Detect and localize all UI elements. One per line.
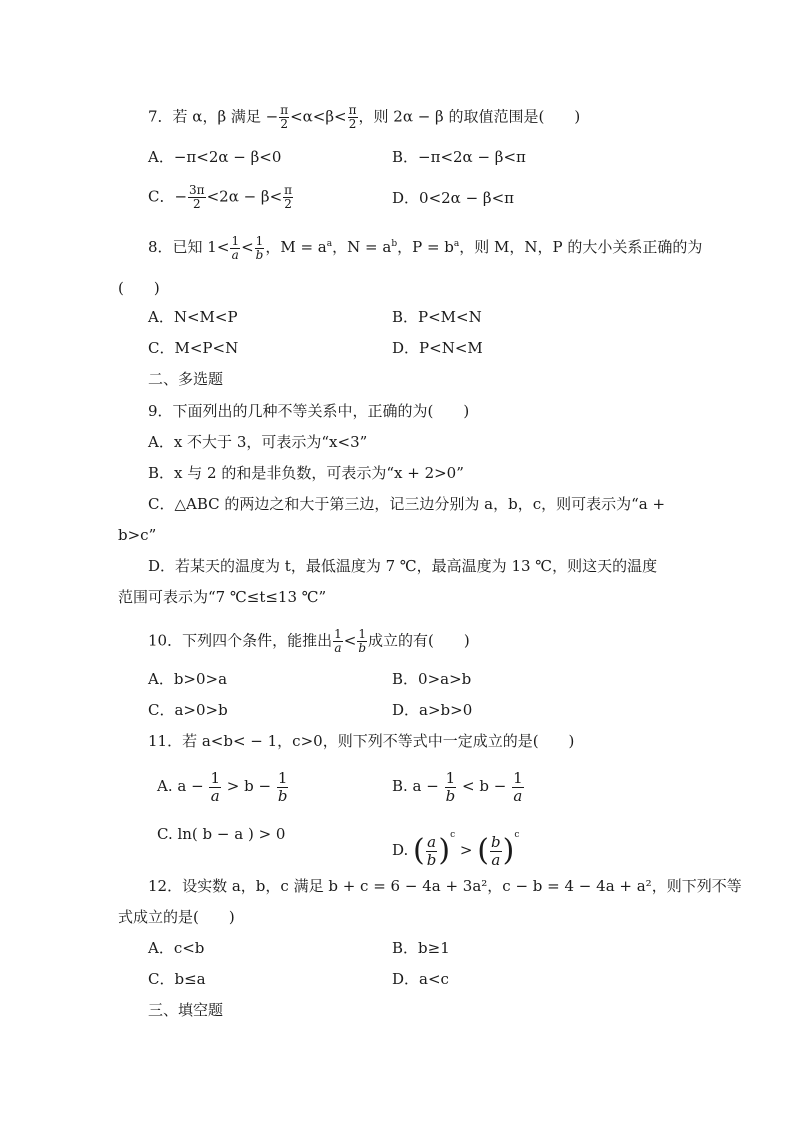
q7-option-d: D．0<2α − β<π bbox=[392, 189, 515, 207]
frac-num: 1 bbox=[210, 768, 220, 787]
frac-num: 3π bbox=[189, 183, 205, 197]
option-text: > b − bbox=[226, 777, 272, 795]
q8-frac-2 bbox=[255, 235, 265, 262]
q9-option-d-line1: D．若某天的温度为 t，最低温度为 7 ℃，最高温度为 13 ℃，则这天的温度 bbox=[148, 557, 658, 575]
frac-num: 1 bbox=[277, 768, 288, 787]
q8-option-b: B．P<M<N bbox=[392, 308, 482, 326]
frac-num: 1 bbox=[334, 627, 342, 641]
q12-option-a: A．c<b bbox=[148, 939, 205, 957]
q11-b-frac-2 bbox=[512, 770, 524, 805]
q10-stem-text: 成立的有( ) bbox=[368, 631, 470, 650]
q8-stem-text: ，则 M，N，P 的大小关系正确的为 bbox=[459, 238, 703, 256]
section-heading-fill-in: 三、填空题 bbox=[148, 1001, 224, 1019]
right-paren: ) bbox=[438, 833, 451, 868]
q8-stem-text: ，M = a bbox=[265, 238, 327, 256]
q7-option-a: A．−π<2α − β<0 bbox=[148, 148, 282, 166]
q8-option-c: C．M<P<N bbox=[148, 339, 239, 357]
option-text: < b − bbox=[462, 777, 507, 795]
q12-option-c: C．b≤a bbox=[148, 970, 206, 988]
frac-den: a bbox=[210, 786, 220, 805]
superscript: b bbox=[391, 239, 398, 249]
superscript: a bbox=[326, 239, 333, 249]
superscript: a bbox=[453, 239, 460, 249]
q12-option-d: D．a<c bbox=[392, 970, 449, 988]
q7-c-frac-2 bbox=[283, 184, 293, 211]
frac-den: b bbox=[426, 850, 437, 869]
frac-den: b bbox=[445, 786, 456, 805]
q10-stem bbox=[148, 628, 470, 655]
frac-num: 1 bbox=[255, 233, 264, 248]
q11-option-a bbox=[157, 766, 289, 806]
q10-stem-text: < bbox=[343, 631, 357, 650]
q10-option-a: A．b>0>a bbox=[148, 670, 228, 688]
option-text: A. a − bbox=[157, 777, 204, 795]
q11-b-frac-1 bbox=[445, 770, 457, 805]
q11-stem: 11．若 a<b< − 1，c>0，则下列不等式中一定成立的是( ) bbox=[148, 732, 575, 750]
frac-den: b bbox=[255, 247, 264, 262]
q7-option-b: B．−π<2α − β<π bbox=[392, 148, 526, 166]
q10-option-b: B．0>a>b bbox=[392, 670, 472, 688]
q8-stem-text: ，N = a bbox=[332, 238, 392, 256]
option-text: C．− bbox=[148, 187, 188, 206]
q8-stem-text: < bbox=[241, 238, 254, 256]
q8-stem-text: 8．已知 1< bbox=[148, 238, 230, 256]
q9-option-b: B．x 与 2 的和是非负数，可表示为“x + 2>0” bbox=[148, 464, 464, 482]
q7-option-c bbox=[148, 184, 294, 211]
q7-frac-2 bbox=[348, 104, 358, 131]
q8-option-a: A．N<M<P bbox=[148, 308, 238, 326]
superscript: c bbox=[514, 830, 520, 840]
frac-num: π bbox=[284, 183, 293, 197]
q10-option-c: C．a>0>b bbox=[148, 701, 228, 719]
q9-option-c-line2: b>c” bbox=[118, 526, 157, 544]
q10-frac-1 bbox=[333, 628, 343, 655]
left-paren: ( bbox=[477, 833, 489, 868]
q11-a-frac-2 bbox=[277, 770, 289, 805]
q8-frac-1 bbox=[230, 235, 240, 262]
frac-num: 1 bbox=[445, 768, 456, 787]
right-paren: ) bbox=[502, 833, 515, 868]
q12-option-b: B．b≥1 bbox=[392, 939, 450, 957]
frac-den: 2 bbox=[284, 197, 292, 211]
frac-num: 1 bbox=[513, 768, 523, 787]
frac-den: a bbox=[334, 641, 342, 655]
q8-stem-text: ，P = b bbox=[397, 238, 454, 256]
q11-option-c: C. ln( b − a ) > 0 bbox=[157, 825, 286, 843]
q10-frac-2 bbox=[357, 628, 367, 655]
q11-a-frac-1 bbox=[209, 770, 221, 805]
section-heading-multiple-choice: 二、多选题 bbox=[148, 370, 224, 388]
q8-option-d: D．P<N<M bbox=[392, 339, 483, 357]
q8-answer-paren: ( ) bbox=[118, 279, 160, 297]
frac-num: 1 bbox=[231, 233, 240, 248]
q8-stem bbox=[148, 234, 702, 262]
frac-den: b bbox=[358, 641, 366, 655]
frac-den: a bbox=[513, 786, 523, 805]
left-paren: ( bbox=[413, 833, 425, 868]
q11-d-frac-1 bbox=[426, 834, 438, 869]
frac-den: 2 bbox=[348, 117, 357, 131]
q11-option-b bbox=[392, 766, 525, 806]
q12-stem-line1: 12．设实数 a，b，c 满足 b + c = 6 − 4a + 3a²，c − b = 4 − 4a + a²，则下列不等 bbox=[148, 877, 742, 895]
superscript: c bbox=[450, 830, 456, 840]
frac-num: 1 bbox=[358, 627, 366, 641]
frac-num: a bbox=[427, 832, 437, 851]
option-text: D. bbox=[392, 841, 409, 859]
q7-stem-text: ，则 2α − β 的取值范围是( ) bbox=[358, 107, 581, 126]
frac-num: b bbox=[491, 832, 501, 851]
q10-stem-text: 10．下列四个条件，能推出 bbox=[148, 631, 333, 650]
frac-den: 2 bbox=[192, 197, 201, 211]
frac-num: π bbox=[348, 103, 357, 117]
q7-c-frac-1 bbox=[188, 184, 206, 211]
q9-stem: 9．下面列出的几种不等关系中，正确的为( ) bbox=[148, 402, 470, 420]
frac-den: b bbox=[277, 786, 288, 805]
q7-frac-1 bbox=[279, 104, 289, 131]
q10-option-d: D．a>b>0 bbox=[392, 701, 473, 719]
q9-option-c-line1: C．△ABC 的两边之和大于第三边，记三边分别为 a，b，c，则可表示为“a + bbox=[148, 495, 666, 513]
q7-stem-text: 7．若 α，β 满足 − bbox=[148, 107, 279, 126]
q11-d-frac-2 bbox=[490, 834, 502, 869]
frac-num: π bbox=[280, 103, 289, 117]
option-text: > bbox=[459, 841, 473, 859]
frac-den: a bbox=[491, 850, 501, 869]
q7-stem bbox=[148, 104, 580, 131]
option-text: B. a − bbox=[392, 777, 439, 795]
q9-option-a: A．x 不大于 3，可表示为“x<3” bbox=[148, 433, 368, 451]
q9-option-d-line2: 范围可表示为“7 ℃≤t≤13 ℃” bbox=[118, 588, 327, 606]
frac-den: 2 bbox=[280, 117, 288, 131]
option-text: <2α − β< bbox=[206, 187, 283, 206]
q11-option-d bbox=[392, 814, 519, 871]
q7-stem-text: <α<β< bbox=[290, 107, 347, 126]
q12-stem-line2: 式成立的是( ) bbox=[118, 908, 235, 926]
frac-den: a bbox=[231, 247, 239, 262]
